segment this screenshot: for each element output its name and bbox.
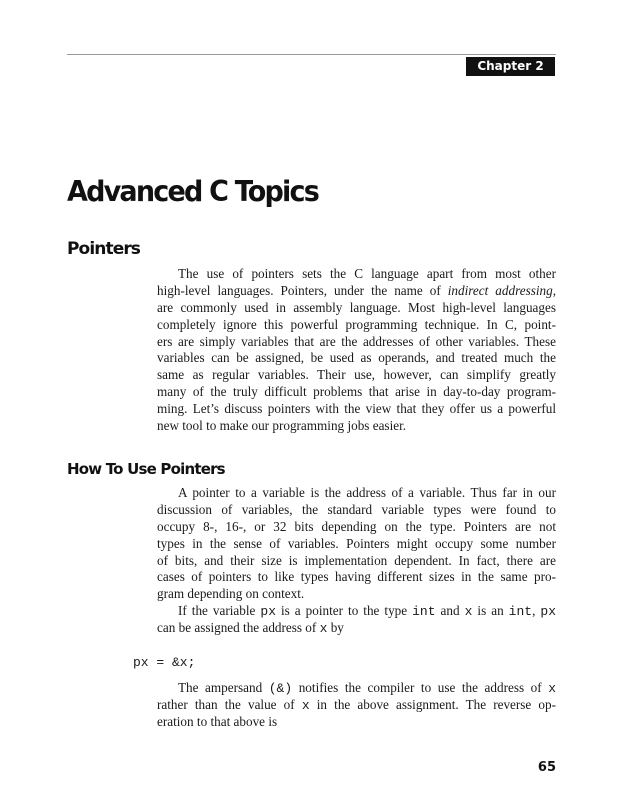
how-to-paragraph	[157, 485, 556, 637]
header-rule	[67, 54, 556, 55]
text-line: variables can be assigned, be used as operands, and treated much the	[157, 350, 556, 366]
text-line: If the variable px is a pointer to the type int and x is an int, px	[178, 603, 556, 620]
text-line: can be assigned the address of x by	[157, 620, 344, 637]
inline-code: x	[301, 697, 310, 713]
text-line: discussion of variables, the standard variable types were found to	[157, 501, 556, 517]
text-line: cases of pointers to like types having different sizes in the same pro-	[157, 569, 556, 585]
inline-code: x	[548, 681, 557, 696]
pointers-paragraph	[157, 266, 556, 435]
inline-code: int	[412, 604, 436, 620]
section-heading-how-to-use-pointers: How To Use Pointers	[67, 460, 225, 478]
inline-code: x	[464, 604, 473, 620]
text-line: high-level languages. Pointers, under the name of indirect addressing,	[157, 282, 556, 298]
text-line: new tool to make our programming jobs easier.	[157, 418, 407, 434]
text-line: completely ignore this powerful programming technique. In C, point-	[157, 316, 556, 332]
text-line: are commonly used in assembly language. Most high-level languages	[157, 299, 556, 315]
inline-code: x	[319, 621, 328, 637]
text-line: eration to that above is	[157, 713, 278, 729]
inline-code: px	[260, 604, 276, 620]
text-line: of bits, and their size is implementation dependent. In fact, there are	[157, 552, 556, 568]
text-line: same as regular variables. Their use, however, can simplify greatly	[157, 367, 556, 383]
emphasis-text: indirect addressing	[447, 282, 553, 298]
text-line: occupy 8-, 16-, or 32 bits depending on the type. Pointers are not	[157, 518, 556, 534]
ampersand-paragraph	[157, 680, 556, 731]
text-line: ming. Let’s discuss pointers with the view that they offer us a powerful	[157, 401, 556, 417]
text-line: The ampersand (&) notifies the compiler to use the address of x	[178, 680, 557, 696]
text-line: types in the sense of variables. Pointers might occupy some number	[157, 535, 556, 551]
page-number: 65	[537, 760, 556, 775]
text-line: A pointer to a variable is the address of a variable. Thus far in our	[178, 485, 556, 500]
text-line: The use of pointers sets the C language apart from most other	[178, 266, 556, 281]
text-line: gram depending on context.	[157, 586, 305, 602]
code-example: px = &x;	[133, 655, 196, 670]
text-line: rather than the value of x in the above assignment. The reverse op-	[157, 696, 557, 713]
chapter-title: Advanced C Topics	[67, 176, 318, 209]
text-line: ers are simply variables that are the addresses of other variables. These	[157, 333, 556, 349]
text-line: many of the truly difficult problems that arise in day-to-day program-	[157, 384, 556, 400]
inline-code: int	[508, 604, 533, 620]
inline-code: px	[540, 604, 556, 620]
chapter-label: Chapter 2	[466, 57, 555, 76]
inline-code: (&)	[268, 681, 293, 696]
section-heading-pointers: Pointers	[67, 239, 141, 259]
